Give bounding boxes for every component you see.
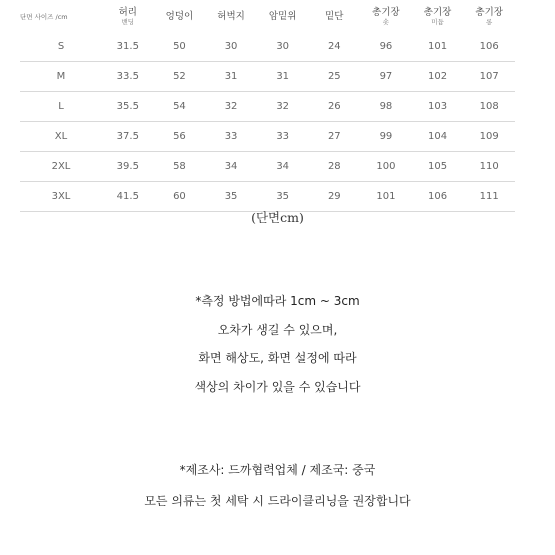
table-cell: 34 (205, 152, 257, 182)
table-cell: 39.5 (102, 152, 154, 182)
column-header: 총기장 숏 (372, 6, 400, 26)
size-label: XL (20, 122, 102, 152)
table-cell: 33 (205, 122, 257, 152)
table-cell: 54 (154, 92, 206, 122)
table-cell: 37.5 (102, 122, 154, 152)
table-cell: 31.5 (102, 32, 154, 62)
size-label: S (20, 32, 102, 62)
table-cell: 25 (309, 62, 361, 92)
table-row (20, 62, 515, 92)
table-cell: 28 (309, 152, 361, 182)
column-header: 밑단 (325, 10, 344, 22)
table-cell: 110 (463, 152, 515, 182)
table-cell: 26 (309, 92, 361, 122)
table-cell: 32 (205, 92, 257, 122)
column-header: 암밑위 (268, 10, 297, 22)
table-cell: 108 (463, 92, 515, 122)
table-cell: 50 (154, 32, 206, 62)
table-cell: 35 (257, 182, 309, 212)
table-cell: 31 (257, 62, 309, 92)
table-cell: 32 (257, 92, 309, 122)
manufacturer-info (0, 455, 555, 517)
size-table-body (20, 32, 515, 212)
table-cell: 99 (360, 122, 412, 152)
table-cell: 109 (463, 122, 515, 152)
column-header: 엉덩이 (165, 10, 194, 22)
table-cell: 27 (309, 122, 361, 152)
column-header: 총기장 롱 (475, 6, 503, 26)
note-line: *측정 방법에따라 1cm ~ 3cm (195, 294, 360, 308)
table-cell: 101 (360, 182, 412, 212)
table-cell: 52 (154, 62, 206, 92)
column-header: 허벅지 (217, 10, 245, 22)
note-line: 오차가 생길 수 있으며, (217, 322, 338, 337)
table-cell: 103 (412, 92, 464, 122)
table-cell: 106 (412, 182, 464, 212)
table-cell: 31 (205, 62, 257, 92)
table-cell: 98 (360, 92, 412, 122)
table-cell: 100 (360, 152, 412, 182)
size-label: 3XL (20, 182, 102, 212)
table-row (20, 32, 515, 62)
table-cell: 106 (463, 32, 515, 62)
table-cell: 33.5 (102, 62, 154, 92)
table-cell: 56 (154, 122, 206, 152)
note-line: 색상의 차이가 있을 수 있습니다 (194, 379, 361, 394)
table-cell: 60 (154, 182, 206, 212)
table-row (20, 122, 515, 152)
unit-caption: (단면cm) (251, 210, 304, 225)
manufacturer-line: *제조사: 드까협력업체 / 제조국: 중국 (179, 463, 376, 477)
corner-label: 단면 사이즈 /cm (20, 12, 68, 21)
table-cell: 102 (412, 62, 464, 92)
table-header-row (20, 0, 515, 32)
table-cell: 101 (412, 32, 464, 62)
table-cell: 30 (205, 32, 257, 62)
table-cell: 24 (309, 32, 361, 62)
table-cell: 97 (360, 62, 412, 92)
table-row (20, 182, 515, 212)
size-label: M (20, 62, 102, 92)
table-cell: 29 (309, 182, 361, 212)
note-line: 화면 해상도, 화면 설정에 따라 (198, 351, 357, 365)
column-header: 허리 밴딩 (118, 6, 137, 26)
table-cell: 34 (257, 152, 309, 182)
table-cell: 58 (154, 152, 206, 182)
size-label: 2XL (20, 152, 102, 182)
table-cell: 35 (205, 182, 257, 212)
table-cell: 96 (360, 32, 412, 62)
table-cell: 35.5 (102, 92, 154, 122)
table-cell: 33 (257, 122, 309, 152)
column-header: 총기장 미듐 (423, 6, 452, 26)
table-cell: 107 (463, 62, 515, 92)
table-cell: 41.5 (102, 182, 154, 212)
table-row (20, 152, 515, 182)
table-cell: 30 (257, 32, 309, 62)
care-line: 모든 의류는 첫 세탁 시 드라이클리닝을 권장합니다 (144, 494, 411, 508)
table-cell: 104 (412, 122, 464, 152)
table-cell: 111 (463, 182, 515, 212)
size-label: L (20, 92, 102, 122)
measurement-notes (0, 287, 555, 401)
table-row (20, 92, 515, 122)
table-cell: 105 (412, 152, 464, 182)
size-table (20, 0, 515, 212)
